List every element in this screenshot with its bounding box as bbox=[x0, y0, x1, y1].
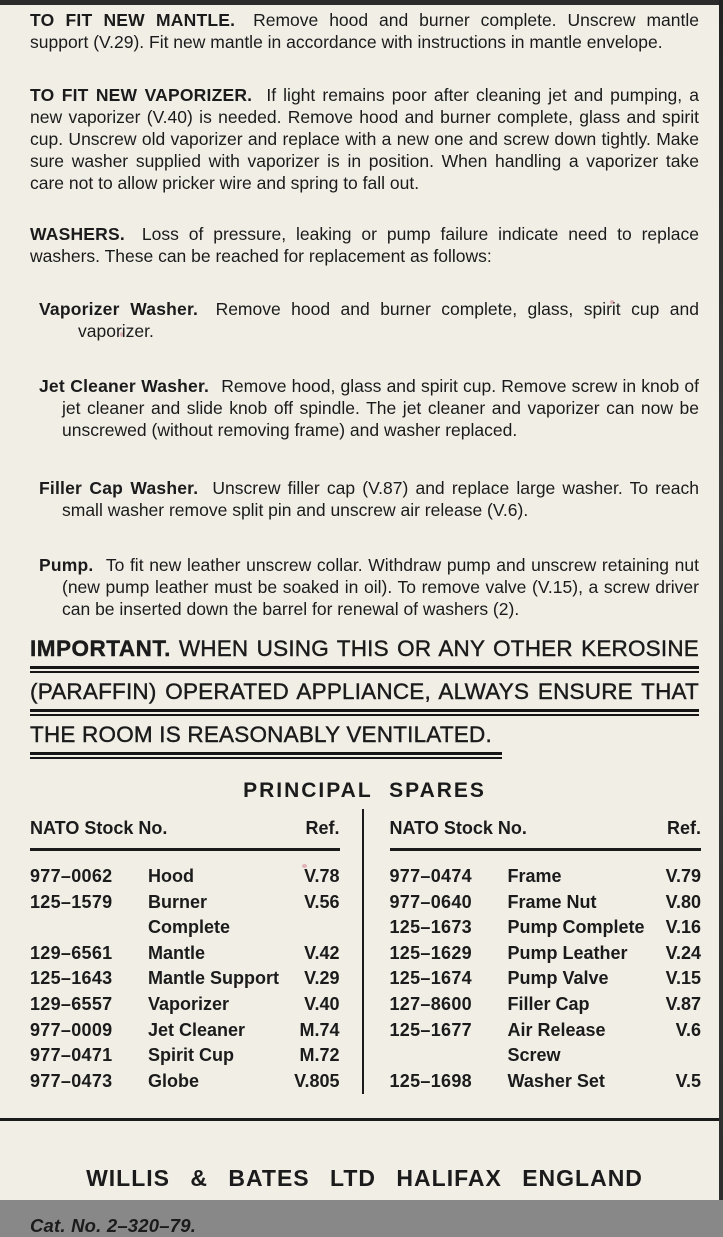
ref-no: V.79 bbox=[645, 864, 701, 890]
table-row bbox=[30, 1043, 340, 1069]
stock-no: 125–1674 bbox=[390, 966, 508, 992]
catalogue-number: Cat. No. 2–320–79. bbox=[30, 1215, 699, 1237]
ref-no: M.72 bbox=[284, 1043, 340, 1069]
stock-no: 125–1673 bbox=[390, 915, 508, 941]
paper-speck bbox=[610, 300, 614, 304]
ref-no: V.805 bbox=[284, 1069, 340, 1095]
spares-right-header bbox=[390, 809, 702, 851]
stock-no: 977–0473 bbox=[30, 1069, 148, 1095]
paragraph-fit-new-mantle bbox=[30, 9, 699, 53]
part-name: Jet Cleaner bbox=[148, 1018, 284, 1044]
paragraph-fit-new-vaporizer bbox=[30, 84, 699, 194]
section-heading-washers: WASHERS. bbox=[30, 224, 125, 244]
scan-edge-right bbox=[719, 0, 723, 1200]
table-row bbox=[390, 915, 702, 941]
part-name: Globe bbox=[148, 1069, 284, 1095]
section-body-mantle: Remove hood and burner complete. Unscrew mantle support (V.29). Fit new mantle in accordance with instructions in mantle envelope. bbox=[30, 10, 699, 52]
important-line-3 bbox=[30, 721, 699, 755]
ref-no: V.80 bbox=[645, 890, 701, 916]
table-row bbox=[30, 966, 340, 992]
company-imprint: WILLIS & BATES LTD HALIFAX ENGLAND bbox=[30, 1165, 699, 1192]
spares-right-rows bbox=[390, 851, 702, 1094]
item-body-vaporizer-washer: Remove hood and burner complete, glass, spirit cup and vaporizer. bbox=[78, 299, 699, 341]
item-heading-filler-cap-washer: Filler Cap Washer. bbox=[39, 478, 198, 498]
section-body-vaporizer: If light remains poor after cleaning jet and pumping, a new vaporizer (V.40) is needed. Remove hood and burner complete, glass and spirit cup. Unscrew old vaporizer and replace with a new one and screw down tightly. Make sure washer supplied with vaporizer is in position. When handling a vaporizer take care not to allow pricker wire and spring to fall out. bbox=[30, 85, 699, 193]
section-body-washers: Loss of pressure, leaking or pump failure indicate need to replace washers. These can be reached for replacement as follows: bbox=[30, 224, 699, 266]
part-name: Frame Nut bbox=[508, 890, 646, 916]
table-row bbox=[390, 966, 702, 992]
part-name: Mantle Support bbox=[148, 966, 284, 992]
ref-no: V.5 bbox=[645, 1069, 701, 1095]
spares-title: PRINCIPAL SPARES bbox=[30, 779, 699, 803]
part-name: Hood bbox=[148, 864, 284, 890]
ref-no: V.40 bbox=[284, 992, 340, 1018]
table-row bbox=[30, 864, 340, 890]
stock-no: 977–0009 bbox=[30, 1018, 148, 1044]
item-filler-cap-washer bbox=[30, 477, 699, 521]
part-name: Mantle bbox=[148, 941, 284, 967]
part-name: Vaporizer bbox=[148, 992, 284, 1018]
part-name: Washer Set bbox=[508, 1069, 646, 1095]
part-name: Frame bbox=[508, 864, 646, 890]
part-name: Pump Leather bbox=[508, 941, 646, 967]
part-name: Filler Cap bbox=[508, 992, 646, 1018]
item-body-jet-cleaner-washer: Remove hood, glass and spirit cup. Remove screw in knob of jet cleaner and slide knob off spindle. The jet cleaner and vaporizer can now be unscrewed (without removing frame) and washer replaced. bbox=[62, 376, 699, 440]
table-row bbox=[390, 1018, 702, 1069]
spares-table bbox=[0, 809, 723, 1121]
section-heading-vaporizer: TO FIT NEW VAPORIZER. bbox=[30, 85, 252, 105]
item-vaporizer-washer bbox=[30, 298, 699, 342]
stock-no: 125–1579 bbox=[30, 890, 148, 941]
column-header-ref-right: Ref. bbox=[667, 818, 701, 839]
table-row bbox=[30, 1069, 340, 1095]
item-pump bbox=[30, 554, 699, 620]
table-row bbox=[390, 992, 702, 1018]
stock-no: 125–1677 bbox=[390, 1018, 508, 1069]
paper-speck bbox=[302, 864, 307, 868]
item-jet-cleaner-washer bbox=[30, 375, 699, 441]
ref-no: V.56 bbox=[284, 890, 340, 941]
paper-speck bbox=[120, 332, 123, 337]
important-line-1-text: WHEN USING THIS OR ANY OTHER KEROSINE bbox=[179, 636, 699, 661]
stock-no: 129–6557 bbox=[30, 992, 148, 1018]
item-heading-pump: Pump. bbox=[39, 555, 93, 575]
item-body-pump: To fit new leather unscrew collar. Withdraw pump and unscrew retaining nut (new pump leather must be soaked in oil). To remove valve (V.15), a screw driver can be inserted down the barrel for renewal of washers (2). bbox=[62, 555, 699, 619]
part-name: Pump Complete bbox=[508, 915, 646, 941]
table-row bbox=[30, 1018, 340, 1044]
part-name: Burner Complete bbox=[148, 890, 284, 941]
stock-no: 977–0471 bbox=[30, 1043, 148, 1069]
important-notice bbox=[30, 635, 699, 755]
ref-no: V.42 bbox=[284, 941, 340, 967]
scan-edge-top bbox=[0, 0, 723, 5]
part-name: Air Release Screw bbox=[508, 1018, 646, 1069]
spares-table-left-half bbox=[0, 809, 362, 1094]
ref-no: V.29 bbox=[284, 966, 340, 992]
paragraph-washers bbox=[30, 223, 699, 267]
stock-no: 125–1629 bbox=[390, 941, 508, 967]
important-heading: IMPORTANT. bbox=[30, 636, 171, 661]
ref-no: V.15 bbox=[645, 966, 701, 992]
part-name: Spirit Cup bbox=[148, 1043, 284, 1069]
important-line-2-text: (PARAFFIN) OPERATED APPLIANCE, ALWAYS ENSURE THAT bbox=[30, 679, 699, 704]
section-heading-mantle: TO FIT NEW MANTLE. bbox=[30, 10, 235, 30]
item-heading-vaporizer-washer: Vaporizer Washer. bbox=[39, 299, 198, 319]
stock-no: 977–0640 bbox=[390, 890, 508, 916]
table-row bbox=[390, 864, 702, 890]
stock-no: 977–0474 bbox=[390, 864, 508, 890]
item-heading-jet-cleaner-washer: Jet Cleaner Washer. bbox=[39, 376, 209, 396]
column-header-ref-left: Ref. bbox=[305, 818, 339, 839]
spares-table-right-half bbox=[362, 809, 723, 1094]
column-header-stock-left: NATO Stock No. bbox=[30, 818, 167, 839]
ref-no: V.24 bbox=[645, 941, 701, 967]
stock-no: 125–1643 bbox=[30, 966, 148, 992]
stock-no: 127–8600 bbox=[390, 992, 508, 1018]
table-row bbox=[390, 1069, 702, 1095]
ref-no: V.78 bbox=[284, 864, 340, 890]
table-row bbox=[30, 890, 340, 941]
ref-no: V.6 bbox=[645, 1018, 701, 1069]
table-row bbox=[390, 941, 702, 967]
item-body-filler-cap-washer: Unscrew filler cap (V.87) and replace large washer. To reach small washer remove split pin and unscrew air release (V.6). bbox=[62, 478, 699, 520]
important-line-2 bbox=[30, 678, 699, 712]
ref-no: V.87 bbox=[645, 992, 701, 1018]
important-line-1 bbox=[30, 635, 699, 669]
stock-no: 977–0062 bbox=[30, 864, 148, 890]
table-row bbox=[390, 890, 702, 916]
important-line-3-text: THE ROOM IS REASONABLY VENTILATED. bbox=[30, 721, 502, 755]
table-row bbox=[30, 941, 340, 967]
spares-left-header bbox=[30, 809, 340, 851]
part-name: Pump Valve bbox=[508, 966, 646, 992]
stock-no: 129–6561 bbox=[30, 941, 148, 967]
spares-left-rows bbox=[30, 851, 340, 1094]
column-header-stock-right: NATO Stock No. bbox=[390, 818, 527, 839]
table-row bbox=[30, 992, 340, 1018]
ref-no: V.16 bbox=[645, 915, 701, 941]
stock-no: 125–1698 bbox=[390, 1069, 508, 1095]
ref-no: M.74 bbox=[284, 1018, 340, 1044]
